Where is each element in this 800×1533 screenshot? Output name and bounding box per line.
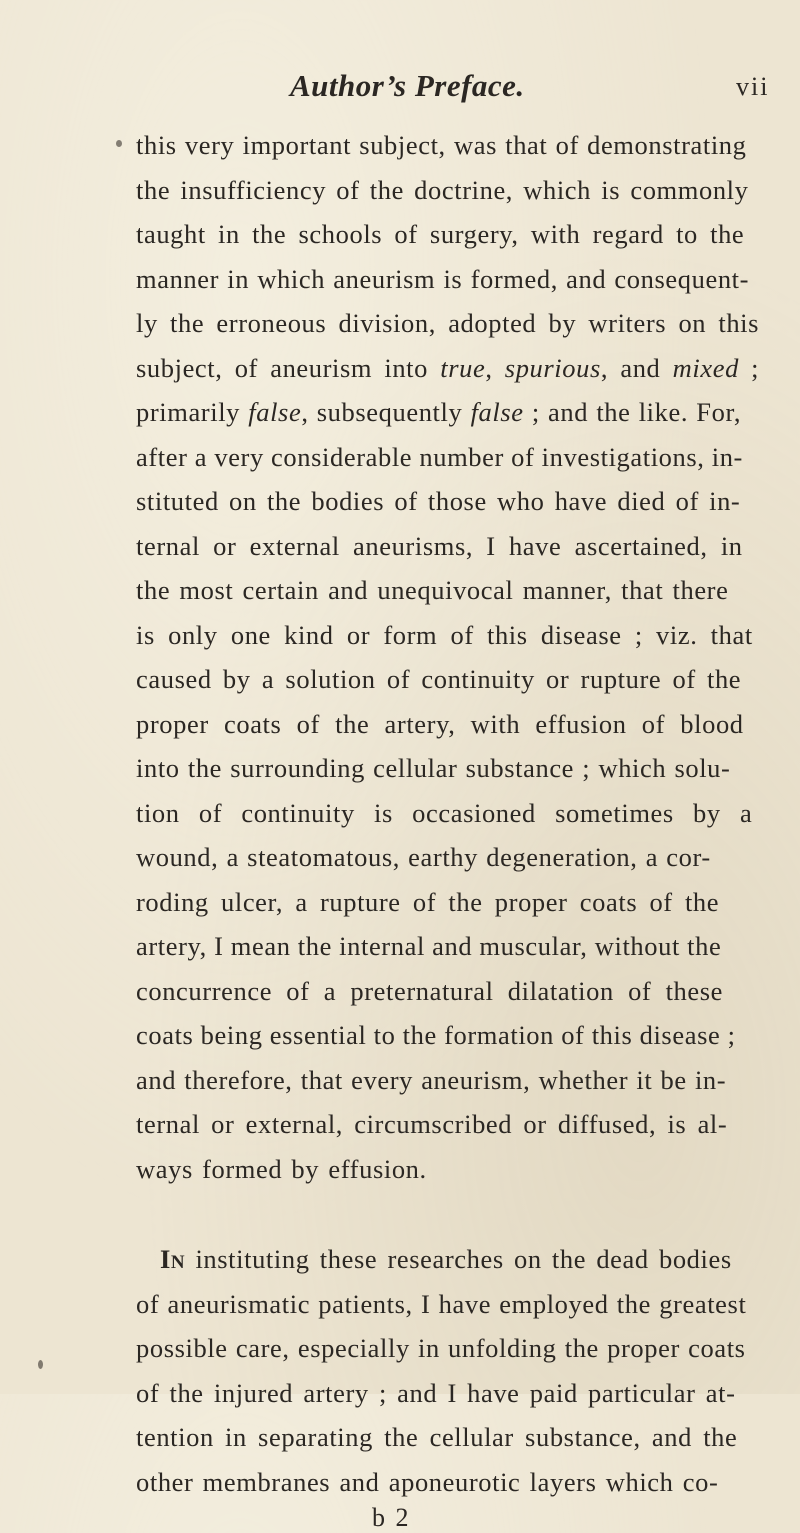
text-line: coats being essential to the formation of this disease ;: [136, 1020, 736, 1050]
text-line: proper coats of the artery, with effusion of blood: [136, 709, 744, 739]
text-line: the most certain and unequivocal manner, that there: [136, 575, 729, 605]
text-line: of the injured artery ; and I have paid particular at-: [136, 1378, 736, 1408]
page-number: vii: [736, 72, 770, 101]
text-line: and therefore, that every aneurism, whether it be in-: [136, 1065, 727, 1095]
running-head: Author’s Preface.: [290, 68, 525, 103]
text-line: ly the erroneous division, adopted by writers on this: [136, 308, 760, 338]
text-line: taught in the schools of surgery, with regard to the: [136, 219, 745, 249]
text-line: stituted on the bodies of those who have died of in-: [136, 486, 741, 516]
text-line: into the surrounding cellular substance ; which solu-: [136, 753, 731, 783]
text-line: is only one kind or form of this disease ; viz. that: [136, 620, 753, 650]
text-line: ways formed by effusion.: [136, 1154, 427, 1184]
page-header: [0, 68, 800, 108]
text-line: ternal or external aneurisms, I have ascertained, in: [136, 531, 743, 561]
text-line: caused by a solution of continuity or rupture of the: [136, 664, 742, 694]
text-line: the insufficiency of the doctrine, which is commonly: [136, 175, 749, 205]
text-line: after a very considerable number of investigations, in-: [136, 442, 743, 472]
ink-spot: [116, 140, 122, 147]
text-line: manner in which aneurism is formed, and consequent-: [136, 264, 750, 294]
text-line: primarily false, subsequently false ; and the like. For,: [136, 397, 742, 427]
text-line: roding ulcer, a rupture of the proper coats of the: [136, 887, 720, 917]
text-line: artery, I mean the internal and muscular, without the: [136, 931, 722, 961]
text-line: tion of continuity is occasioned sometimes by a: [136, 798, 753, 828]
text-line: subject, of aneurism into true, spurious, and mixed ;: [136, 353, 760, 383]
text-line: tention in separating the cellular substance, and the: [136, 1422, 738, 1452]
paragraph-opening-line: In instituting these researches on the dead bodies: [160, 1244, 732, 1274]
text-line: ternal or external, circumscribed or diffused, is al-: [136, 1109, 728, 1139]
text-line: other membranes and aponeurotic layers which co-: [136, 1467, 719, 1497]
text-line: possible care, especially in unfolding the proper coats: [136, 1333, 746, 1363]
text-line: wound, a steatomatous, earthy degeneration, a cor-: [136, 842, 711, 872]
text-line: concurrence of a preternatural dilatation of these: [136, 976, 724, 1006]
signature-mark: b 2: [372, 1503, 411, 1532]
text-line: this very important subject, was that of demonstrating: [136, 130, 747, 160]
text-line: of aneurismatic patients, I have employed the greatest: [136, 1289, 747, 1319]
ink-spot: [38, 1360, 43, 1369]
